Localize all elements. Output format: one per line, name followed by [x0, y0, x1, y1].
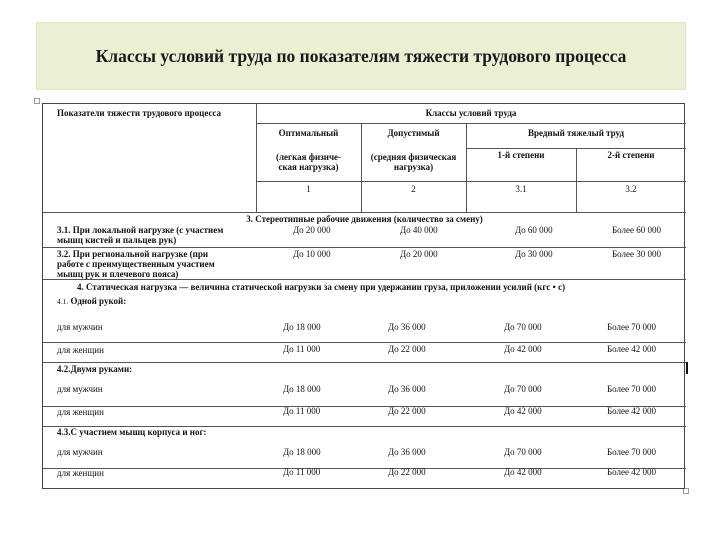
row-3-2-label: мышц рук и плечевого пояса) — [57, 269, 179, 279]
subsection-4-3-label: 4.3.С участием мышц корпуса и ног: — [57, 427, 207, 437]
header-num-3-1: 3.1 — [515, 184, 527, 194]
row-4-3-men-acceptable: До 36 000 — [388, 447, 426, 457]
row-4-1-women-acceptable: До 22 000 — [388, 344, 426, 354]
grid-line — [256, 123, 686, 124]
grid-line — [43, 362, 686, 363]
subsection-4-1-label: Одной рукой: — [70, 296, 127, 306]
row-3-2-degree-1: До 30 000 — [515, 249, 553, 259]
grid-line — [43, 279, 686, 280]
row-4-2-women-acceptable: До 22 000 — [388, 406, 426, 416]
grid-line — [43, 342, 686, 343]
grid-line — [43, 212, 686, 213]
row-4-2-men-label: для мужчин — [57, 384, 103, 394]
row-4-1-women-degree-2: Более 42 000 — [607, 344, 657, 354]
header-acceptable-note: (средняя физическая — [370, 152, 457, 162]
text-cursor — [686, 362, 688, 374]
section-4-title: 4. Статическая нагрузка — величина статической нагрузки за смену при удержании груза, приложении усилий (кгс • с) — [77, 282, 566, 292]
row-3-1-acceptable: До 40 000 — [400, 225, 438, 235]
row-3-2-label: работе с преимущественным участием — [57, 259, 215, 269]
row-3-1-label: 3.1. При локальной нагрузке (с участием — [57, 225, 224, 235]
row-3-2-acceptable: До 20 000 — [400, 249, 438, 259]
grid-line — [43, 468, 686, 469]
row-4-2-women-degree-1: До 42 000 — [504, 406, 542, 416]
subsection-4-1 — [57, 296, 126, 307]
subsection-4-1-number: 4.1. — [57, 297, 69, 306]
row-4-2-women-optimal: До 11 000 — [283, 406, 321, 416]
header-acceptable: Допустимый — [387, 128, 440, 138]
row-4-3-men-label: для мужчин — [57, 447, 103, 457]
row-4-2-women-degree-2: Более 42 000 — [607, 406, 657, 416]
row-4-1-men-label: для мужчин — [57, 322, 103, 332]
row-4-3-women-acceptable: До 22 000 — [388, 467, 426, 477]
row-3-2-label: 3.2. При региональной нагрузке (при — [57, 249, 209, 259]
working-conditions-table — [42, 103, 685, 489]
row-4-3-men-degree-2: Более 70 000 — [607, 447, 657, 457]
selection-handle-top-left[interactable] — [34, 98, 40, 104]
row-3-2-degree-2: Более 30 000 — [612, 249, 662, 259]
header-acceptable-note: нагрузка) — [393, 162, 434, 172]
row-4-3-women-degree-2: Более 42 000 — [607, 467, 657, 477]
header-degree-1: 1-й степени — [497, 150, 545, 160]
header-degree-2: 2-й степени — [607, 150, 655, 160]
row-4-1-men-optimal: До 18 000 — [283, 322, 321, 332]
row-4-3-men-optimal: До 18 000 — [283, 447, 321, 457]
row-4-1-women-optimal: До 11 000 — [283, 344, 321, 354]
title-banner — [36, 22, 686, 90]
row-3-2-optimal: До 10 000 — [293, 249, 331, 259]
header-num-2: 2 — [411, 184, 416, 194]
row-4-3-women-optimal: До 11 000 — [283, 467, 321, 477]
header-optimal: Оптимальный — [278, 128, 339, 138]
section-3-title: 3. Стереотипные рабочие движения (количество за смену) — [246, 214, 483, 224]
row-4-1-women-label: для женщин — [57, 345, 104, 355]
grid-line — [43, 406, 686, 407]
row-4-2-men-degree-2: Более 70 000 — [607, 384, 657, 394]
row-3-1-label: мышц кистей и пальцев рук) — [57, 235, 177, 245]
header-num-1: 1 — [306, 184, 311, 194]
row-4-2-men-optimal: До 18 000 — [283, 384, 321, 394]
page-title: Классы условий труда по показателям тяжести трудового процесса — [95, 45, 627, 66]
row-4-2-men-degree-1: До 70 000 — [504, 384, 542, 394]
header-indicators: Показатели тяжести трудового процесса — [57, 108, 222, 118]
grid-line — [256, 181, 686, 182]
row-3-1-optimal: До 20 000 — [293, 225, 331, 235]
subsection-4-2-label: 4.2.Двумя руками: — [57, 364, 133, 374]
row-4-3-women-label: для женщин — [57, 468, 104, 478]
row-4-1-men-acceptable: До 36 000 — [388, 322, 426, 332]
header-harmful: Вредный тяжелый труд — [527, 128, 625, 138]
row-4-3-women-degree-1: До 42 000 — [504, 467, 542, 477]
row-4-2-women-label: для женщин — [57, 407, 104, 417]
row-4-1-men-degree-2: Более 70 000 — [607, 322, 657, 332]
row-4-2-men-acceptable: До 36 000 — [388, 384, 426, 394]
row-4-1-women-degree-1: До 42 000 — [504, 344, 542, 354]
header-classes: Классы условий труда — [425, 108, 517, 118]
header-optimal-note: (легкая физиче- — [275, 152, 342, 162]
header-num-3-2: 3.2 — [625, 184, 637, 194]
row-4-1-men-degree-1: До 70 000 — [504, 322, 542, 332]
row-4-3-men-degree-1: До 70 000 — [504, 447, 542, 457]
row-3-1-degree-2: Более 60 000 — [612, 225, 662, 235]
grid-line — [43, 247, 686, 248]
row-3-1-degree-1: До 60 000 — [515, 225, 553, 235]
header-optimal-note: ская нагрузка) — [278, 162, 339, 172]
